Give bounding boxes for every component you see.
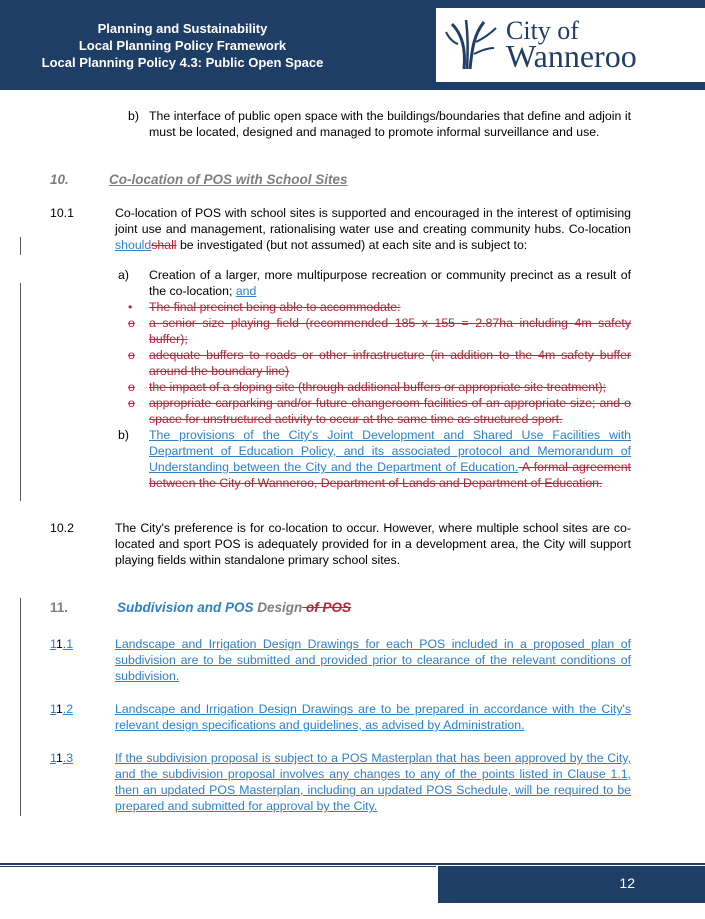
item-b-inserted: The provisions of the City's Joint Development and Shared Use Facilities with Department of Education Policy, and its associated protocol and Memorandum of Understanding between the City and the Department of Education. — [149, 428, 631, 474]
footer-left-panel — [0, 866, 436, 904]
change-bar — [20, 283, 21, 501]
section-10-title: Co-location of POS with School Sites — [109, 172, 348, 187]
header-title-block — [0, 20, 365, 71]
clause-10-2-text: The City's preference is for co-location to occur. However, where multiple school sites are co-located and sport POS is adequately provided for in a development area, the City will support playing fields within standalone primary school sites. — [115, 521, 631, 567]
logo-city-text: City of — [506, 16, 579, 45]
deleted-bullet-text: the impact of a sloping site (through additional buffers or appropriate site treatment); — [149, 380, 607, 394]
page-number: 12 — [619, 875, 635, 891]
deleted-bullet-marker: o — [128, 380, 135, 394]
section-10-number: 10. — [50, 172, 69, 187]
deleted-shall: shall — [151, 238, 177, 252]
footer-rule — [0, 863, 705, 865]
num-plain: 1 — [55, 702, 63, 716]
list-marker: b) — [128, 109, 139, 123]
deleted-bullet-text: adequate buffers to roads or other infrastructure (in addition to the 4m safety buffer around the boundary line) — [149, 348, 631, 378]
num-plain: 1 — [55, 751, 63, 765]
num-inserted: 1 — [50, 702, 56, 716]
clause-10-1-text-b: be investigated (but not assumed) at each site and is subject to: — [176, 238, 528, 252]
deleted-bullet-marker: o — [128, 348, 135, 362]
clause-10-1-text — [115, 205, 631, 253]
num-inserted: 1 — [50, 751, 56, 765]
clause-11-2-number — [50, 701, 73, 717]
num-inserted-suffix: .1 — [62, 637, 74, 651]
num-inserted-suffix: .3 — [62, 751, 74, 765]
header-line-2: Local Planning Policy Framework — [78, 38, 287, 53]
clause-11-3-text: If the subdivision proposal is subject to a POS Masterplan that has been approved by the City, and the subdivision proposal involves any changes to any of the points listed in Clause 1.1, then an updated POS Masterplan, including an updated POS Schedule, will be required to be prepared and submitted for approval by the City. — [115, 751, 631, 813]
clause-11-1-number — [50, 636, 73, 652]
city-logo — [436, 8, 705, 82]
section-11-title-inserted: Subdivision and POS — [117, 600, 254, 615]
clause-10-2-number: 10.2 — [50, 521, 74, 535]
deleted-bullet-marker: o — [128, 396, 135, 410]
section-11-title-deleted: of POS — [302, 600, 352, 615]
clause-11-1-text: Landscape and Irrigation Design Drawings for each POS included in a proposed plan of subdivision are to be submitted and provided prior to clearance of the relevant conditions of subdivision. — [115, 637, 631, 683]
clause-10-1-text-a: Co-location of POS with school sites is supported and encouraged in the interest of optimising joint use and management, rationalising water use and creating community hubs. Co-location — [115, 206, 631, 236]
change-bar — [20, 598, 21, 816]
section-11-title-design: Design — [253, 600, 303, 615]
item-a-text — [149, 267, 631, 299]
clause-11-2-text: Landscape and Irrigation Design Drawings are to be prepared in accordance with the City's relevant design specifications and guidelines, as advised by Administration. — [115, 702, 631, 732]
deleted-bullet-text: a senior size playing field (recommended 185 x 155 = 2.87ha including 4m safety buffer); — [149, 316, 631, 346]
num-inserted-suffix: .2 — [62, 702, 74, 716]
paragraph-interface: The interface of public open space with the buildings/boundaries that define and adjoin it must be located, designed and managed to promote informal surveillance and use. — [149, 109, 631, 139]
inserted-should: should — [115, 238, 152, 252]
deleted-bullet-marker: • — [128, 300, 133, 314]
deleted-bullet-text: appropriate carparking and/or future changeroom facilities of an appropriate size; and o space for unstructured activity to occur at the same time as structured sport. — [149, 396, 631, 426]
page-footer — [438, 866, 705, 903]
section-11-number: 11. — [50, 600, 69, 615]
num-inserted: 1 — [50, 637, 56, 651]
section-11-title — [117, 600, 351, 615]
clause-10-1-number: 10.1 — [50, 206, 74, 220]
wanneroo-logo-icon — [444, 14, 504, 74]
inserted-and: and — [235, 284, 257, 298]
clause-11-3-number — [50, 750, 73, 766]
logo-name-text: Wanneroo — [506, 38, 637, 74]
item-b-deleted: A formal agreement between the City of Wanneroo, Department of Lands and Department of Education. — [149, 460, 631, 490]
list-marker: a) — [118, 268, 129, 282]
change-bar — [20, 237, 21, 255]
deleted-bullet-marker: o — [128, 316, 135, 330]
header-line-3: Local Planning Policy 4.3: Public Open Space — [41, 55, 324, 70]
item-b-text — [149, 427, 631, 491]
page-header — [0, 0, 705, 90]
header-line-1: Planning and Sustainability — [97, 21, 268, 36]
deleted-bullet-text: The final precinct being able to accommodate: — [149, 300, 401, 314]
num-plain: 1 — [55, 637, 63, 651]
item-a-main: Creation of a larger, more multipurpose recreation or community precinct as a result of the co-location; — [149, 268, 631, 298]
list-marker: b) — [118, 428, 129, 442]
